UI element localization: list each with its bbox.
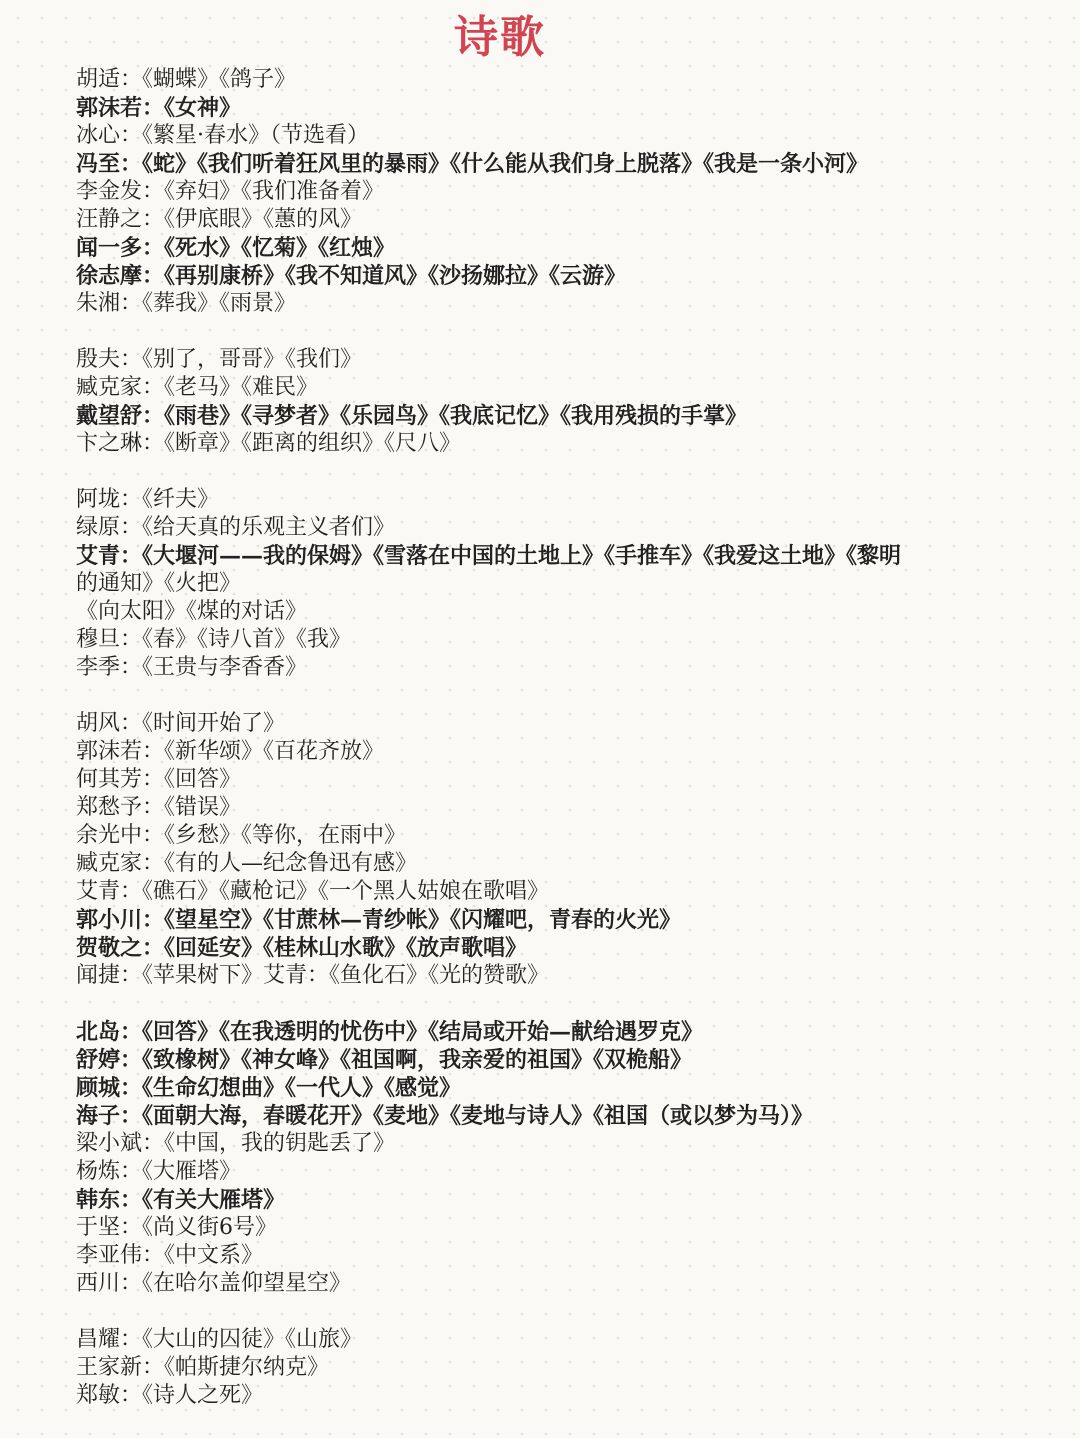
poet-works-line: 昌耀：《大山的囚徒》《山旅》 [76, 1327, 363, 1352]
poet-works-line: 余光中：《乡愁》《等你，在雨中》 [76, 823, 407, 848]
poet-works-line: 韩东：《有关大雁塔》 [76, 1187, 286, 1213]
poet-works-line: 艾青：《大堰河——我的保姆》《雪落在中国的土地上》《手推车》《我爱这土地》《黎明 [76, 543, 902, 569]
group-divider [76, 458, 1026, 486]
poet-works-line: 贺敬之：《回延安》《桂林山水歌》《放声歌唱》 [76, 935, 528, 961]
poetry-list [76, 66, 1026, 1410]
poet-works-line: 顾城：《生命幻想曲》《一代人》《感觉》 [76, 1075, 462, 1101]
poet-works-line: 北岛：《回答》《在我透明的忧伤中》《结局或开始—献给遇罗克》 [76, 1019, 704, 1045]
poet-works-line: 胡适：《蝴蝶》《鸽子》 [76, 67, 297, 92]
poet-works-line: 卞之琳：《断章》《距离的组织》《尺八》 [76, 431, 462, 456]
poet-works-line: 徐志摩：《再别康桥》《我不知道风》《沙扬娜拉》《云游》 [76, 263, 627, 289]
poet-works-line: 冯至：《蛇》《我们听着狂风里的暴雨》《什么能从我们身上脱落》《我是一条小河》 [76, 151, 869, 177]
poet-works-line: 王家新：《帕斯捷尔纳克》 [76, 1355, 330, 1380]
poet-works-line: 臧克家：《有的人—纪念鲁迅有感》 [76, 851, 418, 876]
poet-works-line: 绿原：《给天真的乐观主义者们》 [76, 515, 396, 540]
poet-works-line: 郭沫若：《女神》 [76, 95, 242, 121]
poet-works-line: 戴望舒：《雨巷》《寻梦者》《乐园鸟》《我底记忆》《我用残损的手掌》 [76, 403, 748, 429]
group-divider [76, 318, 1026, 346]
poet-works-line: 西川：《在哈尔盖仰望星空》 [76, 1271, 352, 1296]
poet-works-line: 朱湘：《葬我》《雨景》 [76, 291, 297, 316]
poet-works-line: 殷夫：《别了，哥哥》《我们》 [76, 347, 363, 372]
poet-works-line: 郭小川：《望星空》《甘蔗林—青纱帐》《闪耀吧，青春的火光》 [76, 907, 682, 933]
poet-works-line: 臧克家：《老马》《难民》 [76, 375, 319, 400]
page-title: 诗歌 [454, 12, 546, 63]
poet-works-line: 何其芳：《回答》 [76, 767, 242, 792]
poet-works-line: 胡风：《时间开始了》 [76, 711, 286, 736]
poet-works-line: 阿垅：《纤夫》 [76, 487, 220, 512]
poet-works-line: 郭沫若：《新华颂》《百花齐放》 [76, 739, 385, 764]
poet-works-line: 冰心：《繁星·春水》（节选看） [76, 123, 369, 148]
poet-works-line: 艾青：《礁石》《藏枪记》《一个黑人姑娘在歌唱》 [76, 879, 550, 904]
group-divider [76, 990, 1026, 1018]
group-divider [76, 1298, 1026, 1326]
poet-works-line: 的通知》《火把》 [76, 571, 242, 596]
poet-works-line: 汪静之：《伊底眼》《蕙的风》 [76, 207, 363, 232]
poet-works-line: 郑愁予：《错误》 [76, 795, 242, 820]
poet-works-line: 李季：《王贵与李香香》 [76, 655, 308, 680]
poet-works-line: 《向太阳》《煤的对话》 [76, 599, 308, 624]
poet-works-line: 穆旦：《春》《诗八首》《我》 [76, 627, 352, 652]
poet-works-line: 闻捷：《苹果树下》艾青：《鱼化石》《光的赞歌》 [76, 963, 550, 988]
poet-works-line: 杨炼：《大雁塔》 [76, 1159, 242, 1184]
group-divider [76, 682, 1026, 710]
poet-works-line: 于坚：《尚义街6号》 [76, 1215, 277, 1240]
poet-works-line: 闻一多：《死水》《忆菊》《红烛》 [76, 235, 396, 261]
poet-works-line: 舒婷：《致橡树》《神女峰》《祖国啊，我亲爱的祖国》《双桅船》 [76, 1047, 693, 1073]
poet-works-line: 海子：《面朝大海，春暖花开》《麦地》《麦地与诗人》《祖国（或以梦为马）》 [76, 1103, 814, 1129]
poet-works-line: 梁小斌：《中国，我的钥匙丢了》 [76, 1131, 396, 1156]
poet-works-line: 李金发：《弃妇》《我们准备着》 [76, 179, 385, 204]
poet-works-line: 郑敏：《诗人之死》 [76, 1383, 264, 1408]
poet-works-line: 李亚伟：《中文系》 [76, 1243, 264, 1268]
